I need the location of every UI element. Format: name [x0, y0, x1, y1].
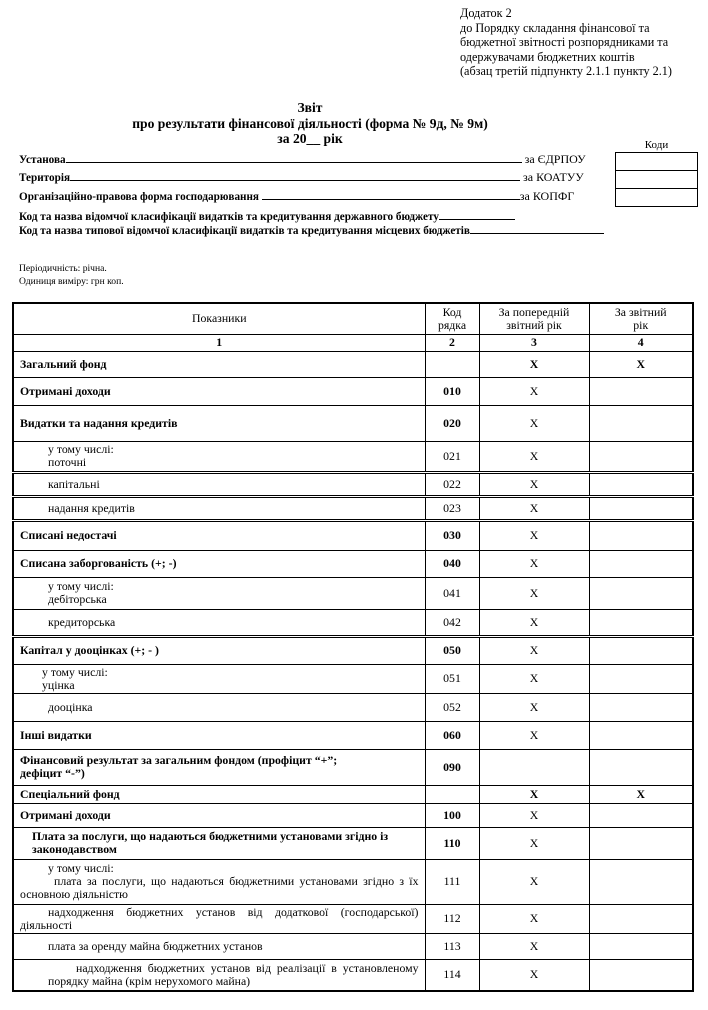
territory-field-row [19, 170, 584, 185]
row-label: Інші видатки [13, 721, 425, 749]
institution-field-row [19, 152, 586, 167]
table-row [13, 496, 693, 520]
state-budget-input-line[interactable] [439, 209, 515, 220]
row-code: 111 [425, 859, 479, 904]
koatuu-code-field[interactable] [616, 170, 697, 188]
report-meta [19, 263, 124, 288]
state-budget-label: Код та назва відомчої класифікації видатків та кредитування державного бюджету [19, 211, 439, 223]
row-cur-value[interactable] [589, 609, 693, 636]
row-label: Отримані доходи [13, 377, 425, 405]
title-line-2: про результати фінансової діяльності (форма № 9д, № 9м) [132, 115, 488, 131]
row-prev-value: X [479, 441, 589, 472]
row-prefix: у тому числі: [48, 861, 114, 875]
row-prev-value: X [479, 859, 589, 904]
table-row [13, 664, 693, 693]
row-prev-value: X [479, 550, 589, 577]
table-row [13, 636, 693, 664]
table-row [13, 904, 693, 933]
row-label [13, 664, 425, 693]
header-cur-line1: За звітний [614, 304, 667, 319]
row-prev-value: X [479, 664, 589, 693]
row-label [13, 859, 425, 904]
row-label [13, 577, 425, 609]
table-row [13, 377, 693, 405]
table-row [13, 959, 693, 991]
legal-form-label: Організаційно-правова форма господарювання [19, 191, 259, 203]
row-prev-value: X [479, 636, 589, 664]
row-prefix: у тому числі: [48, 579, 114, 593]
financial-results-table [12, 302, 694, 992]
unit-of-measure: Одиниця виміру: грн коп. [19, 275, 124, 287]
row-label: Загальний фонд [13, 351, 425, 377]
header-prev-line2: звітний рік [506, 317, 562, 332]
appendix-note [460, 6, 705, 79]
appendix-line: бюджетної звітності розпорядниками та [460, 35, 669, 50]
row-code: 042 [425, 609, 479, 636]
col-num-1: 1 [13, 334, 425, 351]
row-prev-value: X [479, 803, 589, 827]
title-line-1: Звіт [297, 100, 323, 115]
row-label [13, 441, 425, 472]
row-prev-value: X [479, 496, 589, 520]
row-code: 041 [425, 577, 479, 609]
header-prev-line1: За попередній [498, 304, 570, 319]
row-prev-value: X [479, 933, 589, 959]
table-row [13, 827, 693, 859]
row-cur-value[interactable]: X [589, 785, 693, 803]
table-row [13, 749, 693, 785]
row-cur-value[interactable] [589, 472, 693, 496]
table-row [13, 859, 693, 904]
table-row [13, 721, 693, 749]
row-cur-value[interactable] [589, 664, 693, 693]
row-prev-value: X [479, 904, 589, 933]
row-cur-value[interactable] [589, 749, 693, 785]
report-title [100, 100, 520, 147]
institution-input-line[interactable] [66, 152, 522, 163]
row-code: 020 [425, 405, 479, 441]
row-code: 060 [425, 721, 479, 749]
row-code: 112 [425, 904, 479, 933]
row-prefix: у тому числі: [48, 442, 114, 456]
header-code-line1: Код [442, 304, 462, 319]
row-cur-value[interactable] [589, 959, 693, 991]
row-cur-value[interactable] [589, 377, 693, 405]
codes-box [615, 152, 698, 207]
table-row [13, 577, 693, 609]
title-line-3: за 20__ рік [277, 131, 343, 146]
kopfg-label: за КОПФГ [519, 189, 575, 203]
row-prev-value[interactable] [479, 749, 589, 785]
koatuu-label: за КОАТУУ [523, 170, 584, 184]
row-cur-value[interactable] [589, 721, 693, 749]
row-code: 051 [425, 664, 479, 693]
table-row [13, 933, 693, 959]
appendix-line: до Порядку складання фінансової та [460, 20, 650, 35]
column-number-row [13, 334, 693, 351]
kopfg-code-field[interactable] [616, 188, 697, 206]
row-code: 110 [425, 827, 479, 859]
table-row [13, 785, 693, 803]
row-label-text: дебіторська [48, 592, 107, 606]
row-prev-value: X [479, 721, 589, 749]
table-row [13, 693, 693, 721]
row-label: Спеціальний фонд [13, 785, 425, 803]
row-label: Плата за послуги, що надаються бюджетними установами згідно із законодавством [13, 827, 425, 859]
row-label-text: поточні [48, 455, 87, 469]
state-budget-field-row [19, 209, 515, 223]
row-prev-value: X [479, 520, 589, 550]
row-code: 052 [425, 693, 479, 721]
header-cur-year [589, 303, 693, 334]
row-cur-value[interactable] [589, 496, 693, 520]
row-code: 010 [425, 377, 479, 405]
row-label: капітальні [13, 472, 425, 496]
row-prev-value: X [479, 351, 589, 377]
table-row [13, 472, 693, 496]
edrpou-code-field[interactable] [616, 153, 697, 170]
row-prev-value: X [479, 827, 589, 859]
codes-label: Коди [644, 139, 669, 151]
table-row [13, 803, 693, 827]
table-header-row [13, 303, 693, 334]
row-cur-value[interactable] [589, 520, 693, 550]
row-prev-value: X [479, 377, 589, 405]
row-prev-value: X [479, 693, 589, 721]
row-code [425, 785, 479, 803]
col-num-2: 2 [425, 334, 479, 351]
row-cur-value[interactable] [589, 693, 693, 721]
table-row [13, 520, 693, 550]
local-budget-input-line[interactable] [470, 223, 604, 234]
row-code: 090 [425, 749, 479, 785]
table-row [13, 609, 693, 636]
row-label: Списані недостачі [13, 520, 425, 550]
row-prefix: у тому числі: [42, 664, 108, 679]
row-cur-value[interactable] [589, 859, 693, 904]
row-label: Видатки та надання кредитів [13, 405, 425, 441]
row-cur-value[interactable] [589, 636, 693, 664]
appendix-line: Додаток 2 [460, 6, 512, 20]
row-code: 023 [425, 496, 479, 520]
row-prev-value: X [479, 472, 589, 496]
row-code: 113 [425, 933, 479, 959]
row-cur-value[interactable] [589, 550, 693, 577]
row-code: 022 [425, 472, 479, 496]
row-prev-value: X [479, 405, 589, 441]
table-row [13, 441, 693, 472]
header-cur-line2: рік [633, 317, 649, 332]
appendix-line: одержувачами бюджетних коштів [460, 49, 635, 64]
territory-label: Територія [19, 172, 70, 184]
header-prev-year [479, 303, 589, 334]
table-row [13, 550, 693, 577]
row-label: надходження бюджетних установ від додаткової (господарської) діяльності [13, 904, 425, 933]
row-cur-value[interactable]: X [589, 351, 693, 377]
row-label-text: уцінка [42, 677, 75, 692]
row-prev-value: X [479, 609, 589, 636]
row-code: 021 [425, 441, 479, 472]
row-label: надання кредитів [13, 496, 425, 520]
row-cur-value[interactable] [589, 405, 693, 441]
row-prev-value: X [479, 577, 589, 609]
row-label: дооцінка [13, 693, 425, 721]
row-cur-value[interactable] [589, 904, 693, 933]
row-cur-value[interactable] [589, 827, 693, 859]
row-code: 050 [425, 636, 479, 664]
legal-form-input-line[interactable] [262, 189, 520, 200]
edrpou-label: за ЄДРПОУ [524, 152, 586, 166]
row-prev-value: X [479, 785, 589, 803]
row-code: 100 [425, 803, 479, 827]
header-code [425, 303, 479, 334]
row-label: Списана заборгованість (+; -) [13, 550, 425, 577]
row-label: Капітал у дооцінках (+; - ) [13, 636, 425, 664]
row-label: Фінансовий результат за загальним фондом (профіцит “+”; дефіцит “-”) [13, 749, 425, 785]
row-code [425, 351, 479, 377]
row-label-text: плата за послуги, що надаються бюджетними установами згідно з їх основною діяльністю [20, 874, 419, 901]
col-num-3: 3 [479, 334, 589, 351]
row-code: 114 [425, 959, 479, 991]
col-num-4: 4 [589, 334, 693, 351]
row-code: 030 [425, 520, 479, 550]
local-budget-label: Код та назва типової відомчої класифікації видатків та кредитування місцевих бюджетів [19, 225, 470, 237]
row-label: Отримані доходи [13, 803, 425, 827]
row-label: надходження бюджетних установ від реалізації в установленому порядку майна (крім нерухомого майна) [13, 959, 425, 991]
legal-form-field-row [19, 189, 574, 204]
header-indicators: Показники [13, 303, 425, 334]
header-code-line2: рядка [437, 317, 467, 332]
table-row [13, 351, 693, 377]
row-cur-value[interactable] [589, 803, 693, 827]
table-row [13, 405, 693, 441]
row-code: 040 [425, 550, 479, 577]
periodicity: Періодичність: річна. [19, 263, 107, 274]
territory-input-line[interactable] [70, 170, 520, 181]
appendix-line: (абзац третій підпункту 2.1.1 пункту 2.1) [460, 64, 672, 79]
row-label: плата за оренду майна бюджетних установ [13, 933, 425, 959]
row-cur-value[interactable] [589, 577, 693, 609]
local-budget-field-row [19, 223, 604, 237]
row-prev-value: X [479, 959, 589, 991]
institution-label: Установа [19, 154, 66, 166]
row-label: кредиторська [13, 609, 425, 636]
row-cur-value[interactable] [589, 441, 693, 472]
row-cur-value[interactable] [589, 933, 693, 959]
